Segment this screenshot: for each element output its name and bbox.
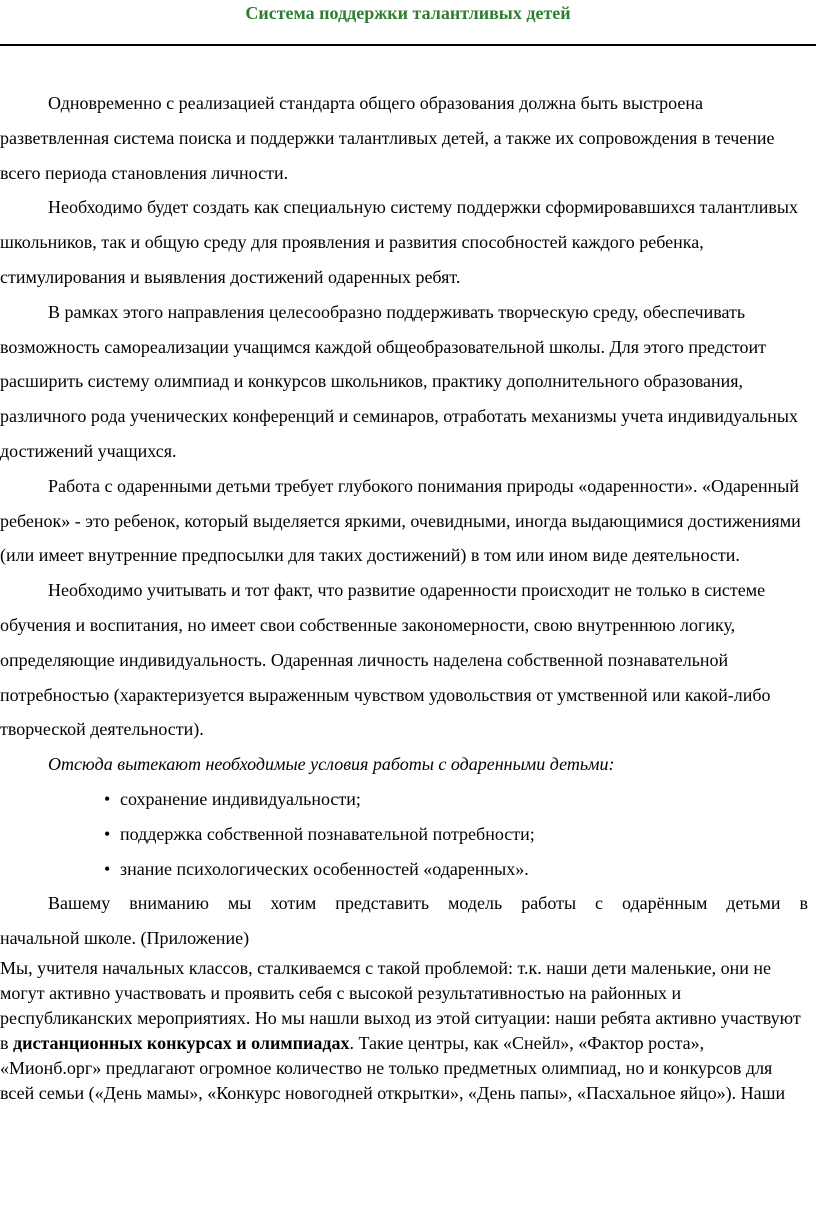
list-item: [104, 782, 808, 817]
conditions-list: [0, 782, 808, 886]
model-paragraph-line-1: Вашему вниманию мы хотим представить модель работы с одарённым детьми в: [48, 893, 808, 914]
paragraph-2: Необходимо будет создать как специальную систему поддержки сформировавшихся талантливых школьников, так и общую среду для проявления и развития способностей каждого ребенка, стимулирования и выявления достижений одаренных ребят.: [0, 197, 798, 287]
list-item: [104, 852, 808, 887]
final-text-b: . Такие центры, как «Снейл», «Фактор роста», «Мионб.орг» предлагают огромное количество не только предметных олимпиад, но и конкурсов для всей семьи («День мамы», «Конкурс новогодней открытки», «День папы», «Пасхальное яйцо»). Наши: [0, 1032, 786, 1103]
paragraph-5: Необходимо учитывать и тот факт, что развитие одаренности происходит не только в системе обучения и воспитания, но имеет свои собственные закономерности, свою внутреннюю логику, определяющие индивидуальность. Одаренная личность наделена собственной познавательной потребностью (характеризуется выраженным чувством удовольствия от умственной или какой-либо творческой деятельности).: [0, 580, 771, 740]
condition-text: знание психологических особенностей «одаренных».: [120, 858, 529, 879]
final-text-a: Мы, учителя начальных классов, сталкиваемся с такой проблемой: т.к. наши дети маленькие, они не могут активно участвовать и проявить себя с высокой результативностью на районных и республиканских мероприятиях. Но мы нашли выход из этой ситуации: наши ребята активно участвуют в: [0, 957, 801, 1053]
paragraph-3: В рамках этого направления целесообразно поддерживать творческую среду, обеспечивать возможность самореализации учащимся каждой общеобразовательной школы. Для этого предстоит расширить систему олимпиад и конкурсов школьников, практику дополнительного образования, различного рода ученических конференций и семинаров, отработать механизмы учета индивидуальных достижений учащихся.: [0, 301, 798, 461]
list-item: [104, 817, 808, 852]
final-text-bold: дистанционных конкурсах и олимпиадах: [13, 1032, 350, 1053]
condition-text: поддержка собственной познавательной потребности;: [120, 823, 535, 844]
bullet-icon: •: [104, 823, 111, 844]
condition-text: сохранение индивидуальности;: [120, 788, 361, 809]
document-body: [0, 86, 808, 1106]
paragraph-4: Работа с одаренными детьми требует глубокого понимания природы «одаренности». «Одаренный ребенок» - это ребенок, который выделяется яркими, очевидными, иногда выдающимися достижениями (или имеет внутренние предпосылки для таких достижений) в том или ином виде деятельности.: [0, 475, 801, 566]
document-title: Система поддержки талантливых детей: [245, 3, 571, 23]
title-divider: [0, 44, 816, 46]
conditions-intro: Отсюда вытекают необходимые условия работы с одаренными детьми:: [48, 754, 615, 775]
model-paragraph-line-2: начальной школе. (Приложение): [0, 928, 250, 949]
bullet-icon: •: [104, 858, 111, 879]
paragraph-1: Одновременно с реализацией стандарта общего образования должна быть выстроена разветвленная система поиска и поддержки талантливых детей, а также их сопровождения в течение всего периода становления личности.: [0, 93, 775, 183]
bullet-icon: •: [104, 788, 111, 809]
final-paragraph: [0, 956, 808, 1106]
